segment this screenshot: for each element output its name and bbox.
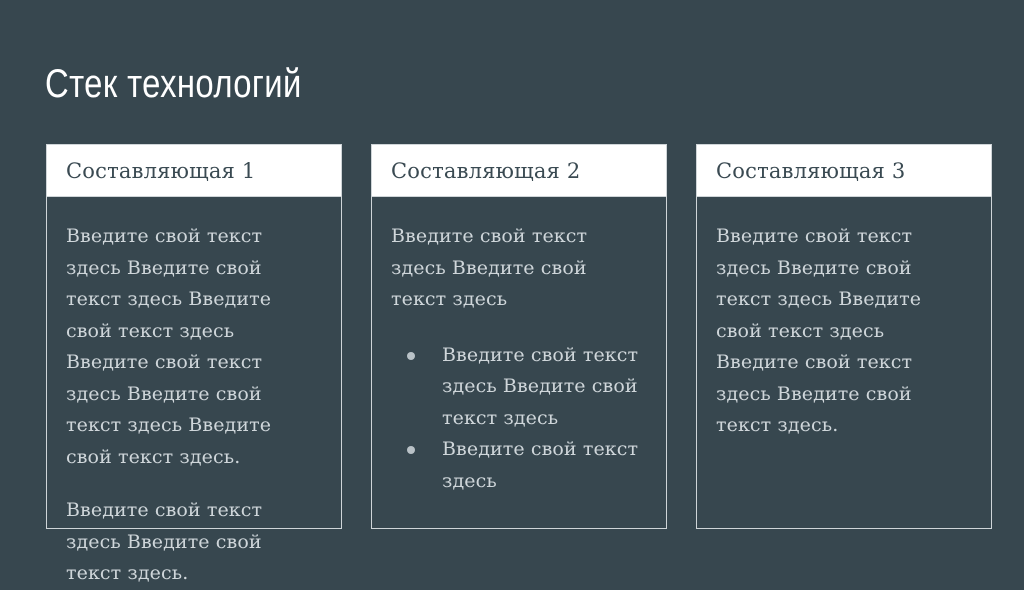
card-2-paragraph-1: Введите свой текст здесь Введите свой текст здесь	[391, 225, 588, 310]
bullet-text: Введите свой текст здесь Введите свой текст здесь	[442, 343, 639, 429]
bullet-dot-icon	[407, 352, 415, 360]
component-card-3	[696, 144, 992, 529]
list-item	[391, 434, 644, 497]
component-card-2	[371, 144, 667, 529]
component-card-1	[46, 144, 342, 584]
card-1-paragraph-2: Введите свой текст здесь Введите свой текст здесь.	[66, 499, 263, 584]
card-2-bullet-list	[391, 340, 644, 498]
slide-title: Стек технологий	[45, 62, 302, 106]
card-body-2	[372, 197, 666, 497]
card-header-2: Составляющая 2	[372, 145, 666, 197]
card-body-1	[47, 197, 341, 590]
list-item	[391, 340, 644, 435]
bullet-dot-icon	[407, 446, 415, 454]
bullet-text: Введите свой текст здесь	[442, 438, 639, 492]
card-3-paragraph-1: Введите свой текст здесь Введите свой текст здесь Введите свой текст здесь Введите свой текст здесь Введите свой текст здесь.	[716, 225, 922, 436]
card-body-3	[697, 197, 991, 442]
card-header-1: Составляющая 1	[47, 145, 341, 197]
card-1-paragraph-1: Введите свой текст здесь Введите свой текст здесь Введите свой текст здесь Введите свой текст здесь Введите свой текст здесь Введите свой текст здесь.	[66, 225, 272, 468]
card-header-3: Составляющая 3	[697, 145, 991, 197]
